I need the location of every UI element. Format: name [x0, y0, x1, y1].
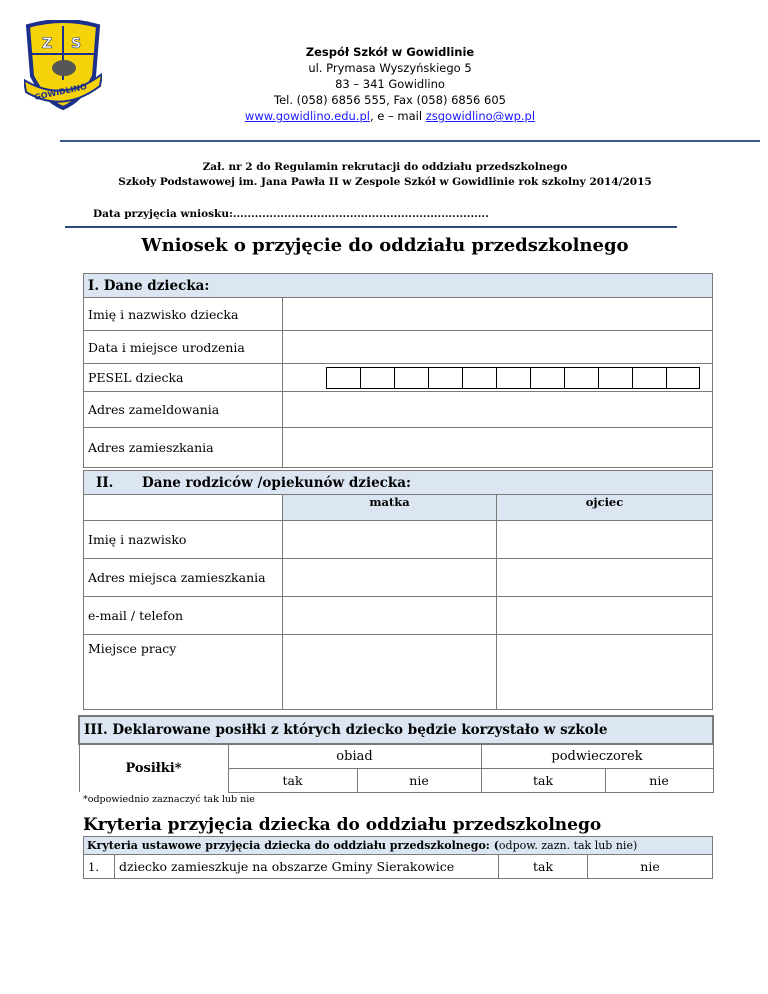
col-mother: matka [283, 495, 497, 521]
child-data-table [83, 273, 713, 468]
row-label-residence-address: Adres zamieszkania [84, 428, 283, 468]
pesel-digit-box[interactable] [462, 367, 496, 389]
section-2-title: Dane rodziców /opiekunów dziecka: [142, 474, 411, 491]
criterion-number: 1. [84, 855, 115, 879]
row-label-parent-contact: e-mail / telefon [84, 597, 283, 635]
statutory-heading-text: Kryteria ustawowe przyjęcia dziecka do oddziału przedszkolnego: ( [87, 839, 499, 852]
meal-tea: podwieczorek [481, 744, 713, 768]
child-name-field[interactable] [283, 298, 713, 331]
logo-letter-z: Z [42, 36, 53, 52]
mother-name-field[interactable] [283, 521, 497, 559]
meals-table [78, 715, 714, 793]
registered-address-field[interactable] [283, 392, 713, 428]
school-city: 83 – 341 Gowidlino [335, 77, 445, 91]
pesel-digit-box[interactable] [632, 367, 666, 389]
row-label-child-name: Imię i nazwisko dziecka [84, 298, 283, 331]
contact-links [150, 109, 630, 123]
school-address-block [180, 44, 600, 108]
row-label-parent-work: Miejsce pracy [84, 635, 283, 710]
father-address-field[interactable] [497, 559, 713, 597]
pesel-digit-box[interactable] [530, 367, 564, 389]
row-label-birth: Data i miejsce urodzenia [84, 331, 283, 364]
dinner-no-option[interactable]: nie [357, 768, 481, 792]
row-label-pesel: PESEL dziecka [84, 364, 283, 392]
col-father: ojciec [497, 495, 713, 521]
statutory-hint-text: odpow. zazn. tak lub nie) [498, 839, 638, 852]
section-2-heading [84, 471, 713, 495]
tea-no-option[interactable]: nie [605, 768, 713, 792]
email-link[interactable]: zsgowidlino@wp.pl [425, 109, 536, 123]
date-received-field[interactable]: Data przyjęcia wniosku:...................................................................... [93, 208, 489, 220]
school-logo [24, 20, 102, 112]
pesel-digit-box[interactable] [598, 367, 632, 389]
pesel-digit-box[interactable] [394, 367, 428, 389]
pesel-digit-box[interactable] [666, 367, 700, 389]
website-link[interactable]: www.gowidlino.edu.pl [244, 109, 370, 123]
section-1-heading: I. Dane dziecka: [84, 274, 713, 298]
row-label-parent-name: Imię i nazwisko [84, 521, 283, 559]
school-street: ul. Prymasa Wyszyńskiego 5 [308, 61, 472, 75]
attachment-line-2: Szkoły Podstawowej im. Jana Pawła II w Zespole Szkół w Gowidlinie rok szkolny 2014/2015 [118, 176, 652, 188]
parents-data-table [83, 470, 713, 710]
pesel-digit-box[interactable] [428, 367, 462, 389]
pesel-digit-box[interactable] [564, 367, 598, 389]
dinner-yes-option[interactable]: tak [228, 768, 357, 792]
residence-address-field[interactable] [283, 428, 713, 468]
criterion-yes-option[interactable]: tak [499, 855, 588, 879]
mother-work-field[interactable] [283, 635, 497, 710]
statutory-criteria-heading [84, 837, 713, 855]
meals-label: Posiłki* [79, 744, 228, 792]
tea-yes-option[interactable]: tak [481, 768, 605, 792]
form-title: Wniosek o przyjęcie do oddziału przedszkolnego [141, 235, 629, 256]
row-label-registered-address: Adres zameldowania [84, 392, 283, 428]
father-contact-field[interactable] [497, 597, 713, 635]
pesel-digit-box[interactable] [360, 367, 394, 389]
section-2-number: II. [96, 474, 114, 491]
criterion-text: dziecko zamieszkuje na obszarze Gminy Sierakowice [115, 855, 499, 879]
mother-contact-field[interactable] [283, 597, 497, 635]
logo-letter-s: S [71, 36, 82, 52]
row-label-parent-address: Adres miejsca zamieszkania [84, 559, 283, 597]
pesel-boxes [326, 367, 712, 389]
school-name: Zespół Szkół w Gowidlinie [305, 45, 475, 59]
criteria-table [83, 836, 713, 879]
pesel-digit-box[interactable] [326, 367, 360, 389]
father-work-field[interactable] [497, 635, 713, 710]
school-phone: Tel. (058) 6856 555, Fax (058) 6856 605 [274, 93, 506, 107]
logo-ribbon-text: GOWIDLINO [33, 82, 88, 102]
attachment-line-1: Zał. nr 2 do Regulamin rekrutacji do oddziału przedszkolnego [202, 161, 568, 173]
parents-blank-header [84, 495, 283, 521]
birth-field[interactable] [283, 331, 713, 364]
attachment-note [60, 160, 710, 190]
meal-dinner: obiad [228, 744, 481, 768]
pesel-digit-box[interactable] [496, 367, 530, 389]
email-separator: , e – mail [369, 109, 426, 123]
father-name-field[interactable] [497, 521, 713, 559]
date-divider [65, 226, 677, 228]
criterion-no-option[interactable]: nie [588, 855, 713, 879]
pesel-field[interactable] [283, 364, 713, 392]
section-3-heading: III. Deklarowane posiłki z których dziecko będzie korzystało w szkole [79, 716, 713, 744]
criteria-title: Kryteria przyjęcia dziecka do oddziału przedszkolnego [83, 815, 602, 835]
meals-footnote: *odpowiednio zaznaczyć tak lub nie [83, 794, 255, 805]
mother-address-field[interactable] [283, 559, 497, 597]
header-divider [60, 140, 760, 142]
